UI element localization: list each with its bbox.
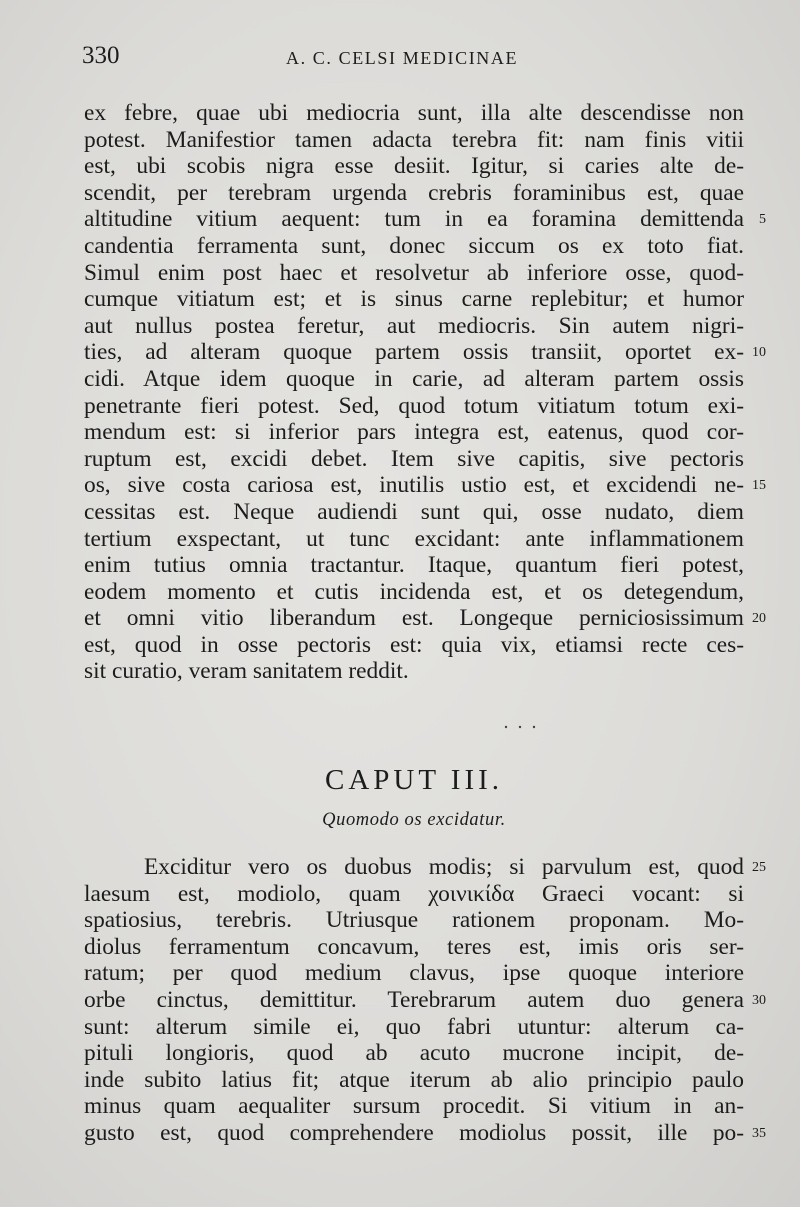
line-number: 15 (752, 478, 766, 494)
line-text: et omni vitio liberandum est. Longeque perniciosissimum (84, 605, 744, 632)
line-number: 35 (752, 1125, 766, 1141)
paragraph-2 (84, 854, 766, 1147)
text-line (84, 934, 744, 961)
text-line (84, 1040, 744, 1067)
line-text: candentia ferramenta sunt, donec siccum os ex toto fiat. (84, 232, 744, 259)
chapter-title: CAPUT III. (324, 764, 504, 796)
line-text: enim tutius omnia tractantur. Itaque, quantum fieri potest, (84, 552, 744, 579)
line-text: diolus ferramentum concavum, teres est, imis oris ser- (84, 933, 744, 960)
text-line (84, 526, 744, 553)
line-text: ties, ad alteram quoque partem ossis transiit, oportet ex- (84, 339, 744, 366)
text-line (84, 446, 744, 473)
line-text: est, quod in osse pectoris est: quia vix, etiamsi recte ces- (84, 631, 744, 658)
running-head: A. C. CELSI MEDICINAE (286, 48, 519, 68)
line-number: 20 (752, 611, 766, 627)
text-line (84, 393, 744, 420)
line-text: orbe cinctus, demittitur. Terebrarum autem duo genera (84, 986, 744, 1013)
text-line (84, 233, 744, 260)
text-line (84, 854, 766, 881)
line-text: spatiosius, terebris. Utriusque rationem proponam. Mo- (84, 907, 744, 934)
line-text: inde subito latius fit; atque iterum ab alio principio paulo (84, 1066, 744, 1093)
line-text: cidi. Atque idem quoque in carie, ad alteram partem ossis (84, 365, 744, 392)
page-header (82, 40, 746, 76)
line-text: aut nullus postea feretur, aut mediocris. Sin autem nigri- (84, 312, 744, 339)
line-text: tertium exspectant, ut tunc excidant: ante inflammationem (84, 525, 744, 552)
line-text: sit curatio, veram sanitatem reddit. (84, 658, 409, 685)
line-text: ratum; per quod medium clavus, ipse quoque interiore (84, 960, 744, 987)
text-line (84, 960, 744, 987)
text-line (84, 658, 744, 685)
chapter-subtitle: Quomodo os excidatur. (322, 810, 506, 830)
line-text: cumque vitiatum est; et is sinus carne replebitur; et humor (84, 286, 744, 313)
text-line (84, 552, 744, 579)
text-line (84, 1119, 766, 1147)
text-line (84, 605, 766, 632)
text-line (84, 1067, 744, 1094)
line-number: 5 (759, 212, 766, 228)
text-line (84, 313, 744, 340)
text-line (84, 286, 744, 313)
text-line (84, 579, 744, 606)
text-line (84, 100, 744, 127)
line-text: scendit, per terebram urgenda crebris foraminibus est, quae (84, 179, 744, 206)
line-text: eodem momento et cutis incidenda est, et os detegendum, (84, 578, 744, 605)
text-line (84, 632, 744, 659)
text-line (84, 180, 744, 207)
text-line (84, 366, 744, 393)
line-text: cessitas est. Neque audiendi sunt qui, osse nudato, diem (84, 498, 744, 525)
line-text: laesum est, modiolo, quam χοινικίδα Graeci vocant: si (84, 880, 744, 907)
text-line (84, 339, 766, 366)
text-line (84, 1014, 744, 1041)
separator-ornament (500, 722, 540, 732)
line-number: 10 (752, 345, 766, 361)
line-text: pituli longioris, quod ab acuto mucrone incipit, de- (84, 1040, 744, 1067)
text-line (84, 206, 766, 233)
text-line (84, 907, 744, 934)
line-text: ex febre, quae ubi mediocria sunt, illa alte descendisse non (84, 100, 744, 126)
line-text: altitudine vitium aequent: tum in ea foramina demittenda (84, 206, 744, 233)
text-line (84, 1093, 744, 1120)
line-text: gusto est, quod comprehendere modiolus possit, ille po- (84, 1119, 744, 1146)
line-text: minus quam aequaliter sursum procedit. Si vitium in an- (84, 1093, 744, 1120)
line-text: sunt: alterum simile ei, quo fabri utuntur: alterum ca- (84, 1013, 744, 1040)
text-line (84, 986, 766, 1014)
line-text: potest. Manifestior tamen adacta terebra fit: nam finis vitii (84, 126, 744, 153)
text-line (84, 127, 744, 154)
paragraph-1 (84, 100, 766, 685)
line-text: ruptum est, excidi debet. Item sive capitis, sive pectoris (84, 445, 744, 472)
line-text: penetrante fieri potest. Sed, quod totum vitiatum totum exi- (84, 392, 744, 419)
text-line (84, 153, 744, 180)
line-text: Exciditur vero os duobus modis; si parvulum est, quod (144, 854, 744, 880)
line-number: 25 (752, 860, 766, 875)
line-text: est, ubi scobis nigra esse desiit. Igitur, si caries alte de- (84, 153, 744, 180)
text-line (84, 881, 744, 908)
line-text: os, sive costa cariosa est, inutilis ustio est, et excidendi ne- (84, 472, 744, 499)
line-text: mendum est: si inferior pars integra est, eatenus, quod cor- (84, 419, 744, 446)
line-number: 30 (752, 992, 766, 1008)
line-text: Simul enim post haec et resolvetur ab inferiore osse, quod- (84, 259, 744, 286)
text-line (84, 260, 744, 287)
page-number: 330 (82, 42, 120, 69)
text-line (84, 419, 744, 446)
text-line (84, 499, 744, 526)
text-line (84, 472, 766, 499)
